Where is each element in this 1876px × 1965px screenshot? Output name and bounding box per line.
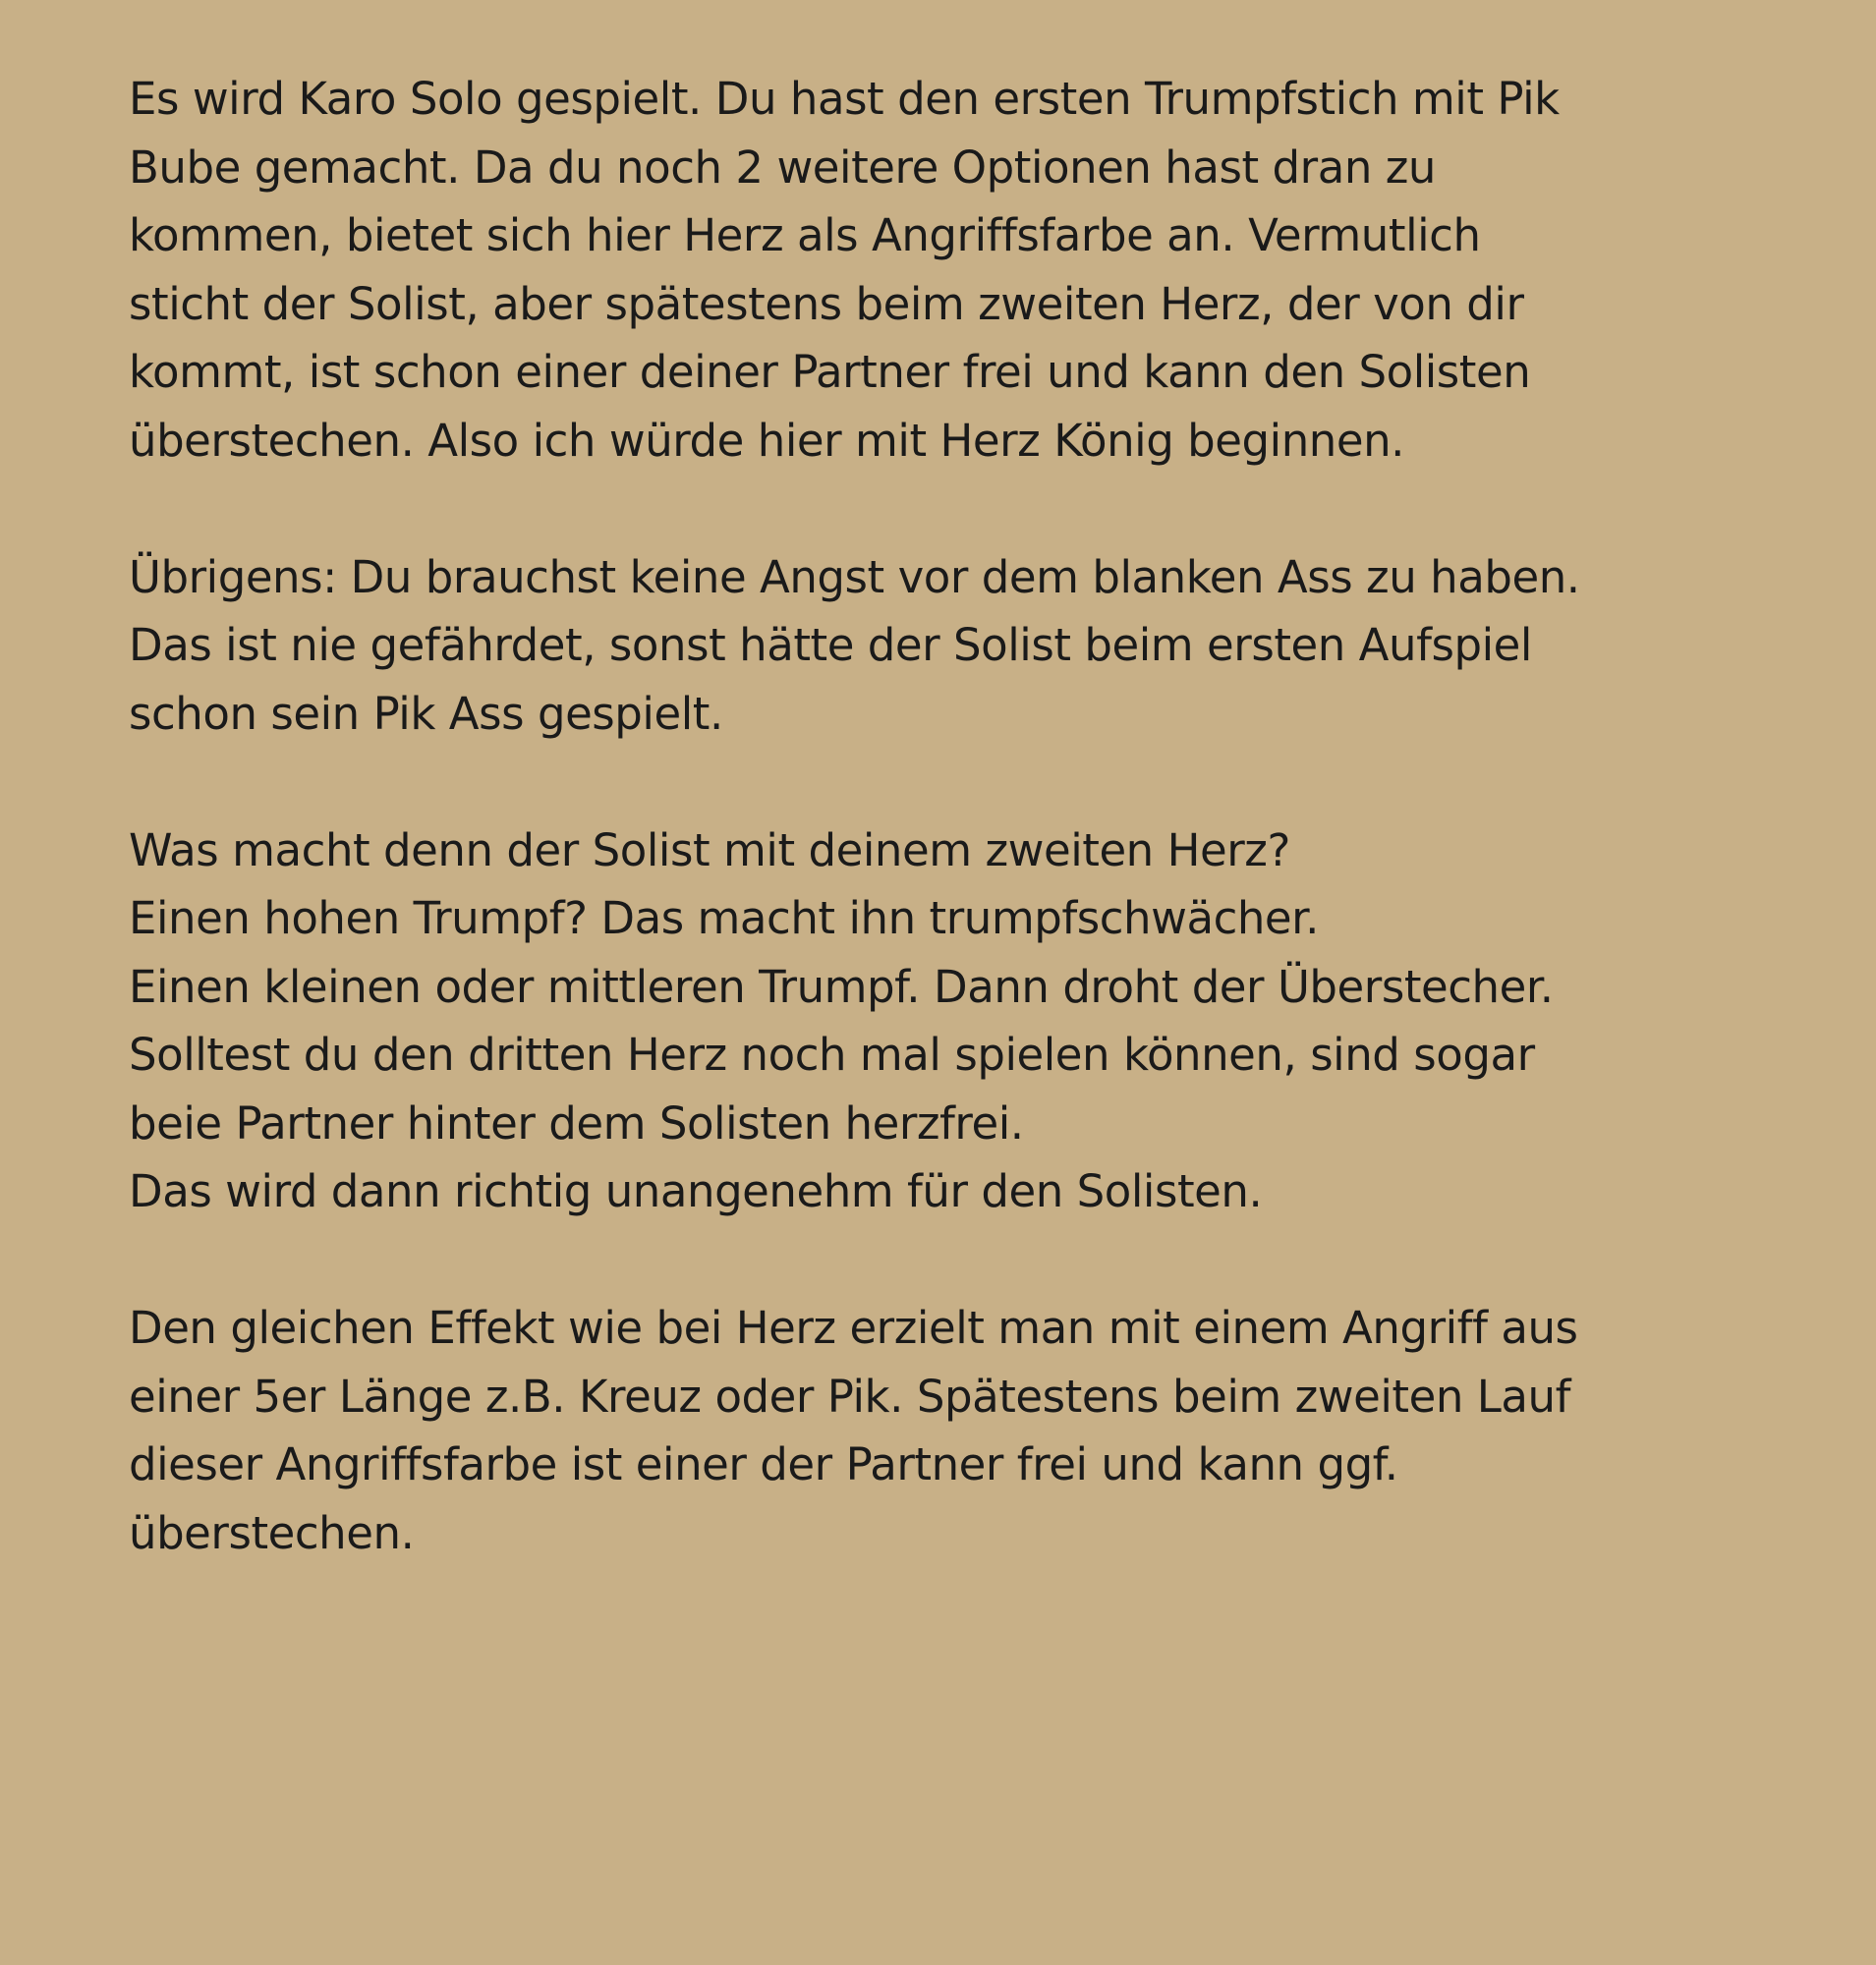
text-line: Bube gemacht. Da du noch 2 weitere Optionen hast dran zu (129, 140, 1437, 194)
text-block (129, 65, 1799, 1567)
paragraph-karo-solo-strategy (129, 65, 1799, 475)
text-line: schon sein Pik Ass gespielt. (129, 687, 723, 740)
text-line: Den gleichen Effekt wie bei Herz erzielt man mit einem Angriff aus (129, 1302, 1578, 1354)
text-line: kommt, ist schon einer deiner Partner frei und kann den Solisten (129, 346, 1531, 398)
text-line: überstechen. Also ich würde hier mit Herz König beginnen. (129, 414, 1405, 467)
paragraph-five-card-length (129, 1294, 1799, 1567)
text-line: dieser Angriffsfarbe ist einer der Partner frei und kann ggf. (129, 1438, 1398, 1490)
text-line: einer 5er Länge z.B. Kreuz oder Pik. Spätestens beim zweiten Lauf (129, 1370, 1571, 1423)
text-line: Übrigens: Du brauchst keine Angst vor dem blanken Ass zu haben. (129, 550, 1580, 603)
paragraph-second-heart-analysis (129, 816, 1799, 1226)
text-line: kommen, bietet sich hier Herz als Angriffsfarbe an. Vermutlich (129, 209, 1481, 261)
text-line: überstechen. (129, 1506, 415, 1559)
paragraph-spacer (129, 1226, 1799, 1295)
text-line: Solltest du den dritten Herz noch mal spielen können, sind sogar (129, 1029, 1535, 1081)
text-line: Einen kleinen oder mittleren Trumpf. Dann droht der Überstecher. (129, 960, 1554, 1013)
paragraph-blank-ace-note (129, 543, 1799, 749)
text-line: Es wird Karo Solo gespielt. Du hast den ersten Trumpfstich mit Pik (129, 73, 1560, 125)
paragraph-spacer (129, 748, 1799, 816)
text-line: Was macht denn der Solist mit deinem zweiten Herz? (129, 823, 1290, 876)
text-line: Das wird dann richtig unangenehm für den Solisten. (129, 1165, 1263, 1217)
text-line: sticht der Solist, aber spätestens beim zweiten Herz, der von dir (129, 277, 1524, 330)
text-line: beie Partner hinter dem Solisten herzfrei. (129, 1096, 1024, 1150)
text-line: Das ist nie gefährdet, sonst hätte der Solist beim ersten Aufspiel (129, 619, 1532, 671)
paragraph-spacer (129, 475, 1799, 543)
text-line: Einen hohen Trumpf? Das macht ihn trumpfschwächer. (129, 892, 1319, 944)
